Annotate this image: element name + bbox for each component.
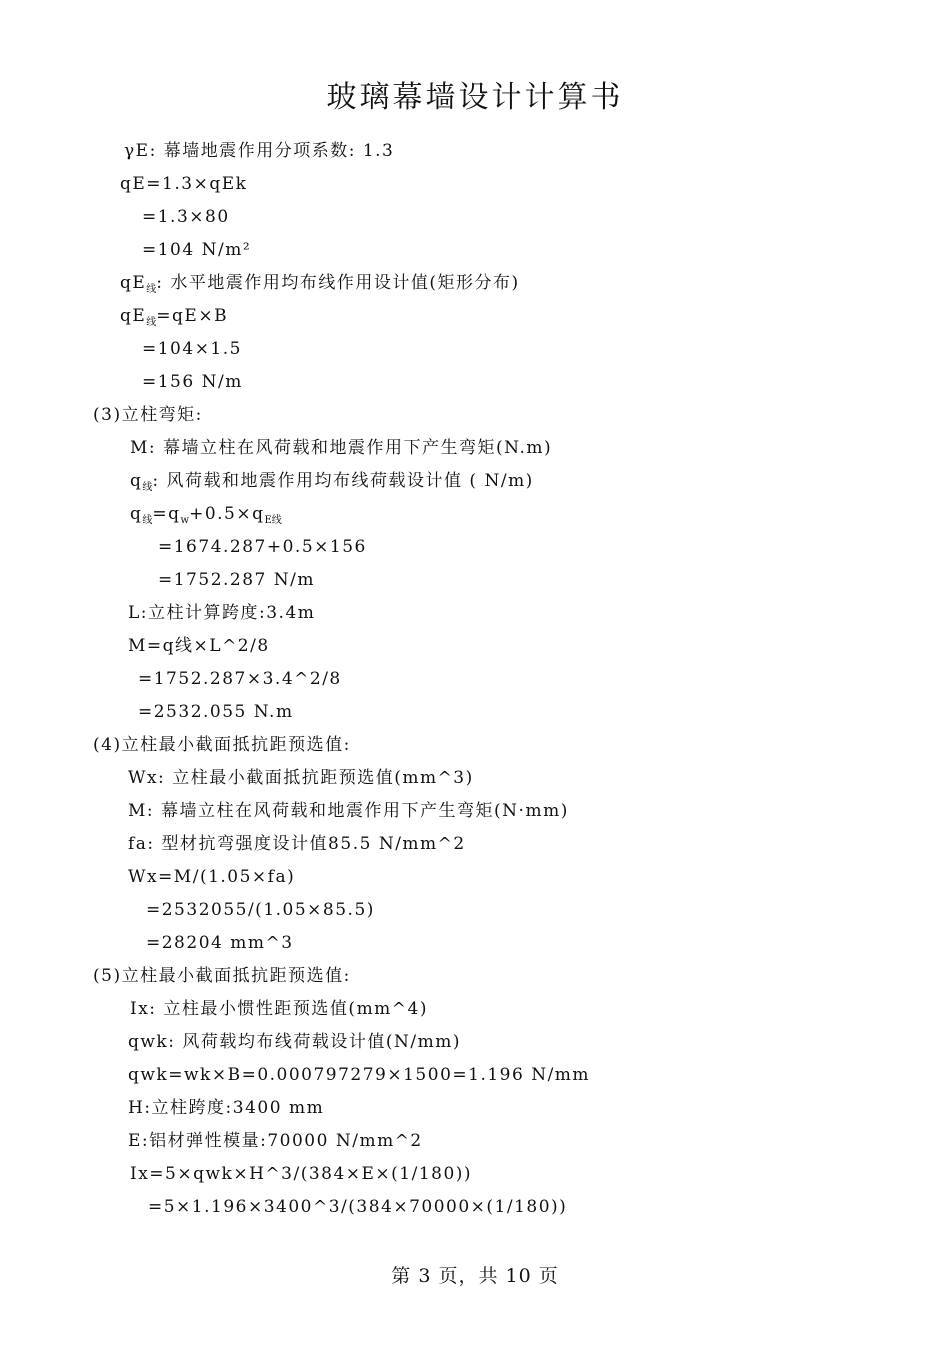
formula: =qE×B bbox=[156, 306, 229, 326]
text-line bbox=[120, 305, 228, 334]
text-line: =2532055/(1.05×85.5) bbox=[146, 900, 375, 920]
section-heading: (4)立柱最小截面抵抗距预选值: bbox=[93, 735, 351, 755]
subscript: E线 bbox=[264, 515, 282, 526]
symbol: q bbox=[130, 504, 143, 524]
symbol: q bbox=[130, 471, 143, 491]
text-line: qE=1.3×qEk bbox=[120, 174, 248, 194]
text-line: Ix: 立柱最小惯性距预选值(mm^4) bbox=[130, 999, 428, 1019]
text-line: Wx=M/(1.05×fa) bbox=[128, 867, 296, 887]
text-line: γE: 幕墙地震作用分项系数: 1.3 bbox=[124, 141, 395, 161]
text-line: =5×1.196×3400^3/(384×70000×(1/180)) bbox=[148, 1197, 568, 1217]
text-line bbox=[130, 470, 534, 499]
subscript: 线 bbox=[146, 317, 157, 328]
symbol: qE bbox=[120, 306, 147, 326]
text-line: L:立柱计算跨度:3.4m bbox=[128, 603, 316, 623]
text-line: =104 N/m² bbox=[142, 240, 252, 260]
text-line: qwk=wk×B=0.000797279×1500=1.196 N/mm bbox=[128, 1065, 591, 1085]
section-heading: (3)立柱弯矩: bbox=[93, 405, 203, 425]
description: : 水平地震作用均布线作用设计值(矩形分布) bbox=[156, 273, 520, 293]
symbol: qE bbox=[120, 273, 147, 293]
text-line: =156 N/m bbox=[142, 372, 243, 392]
text-line: H:立柱跨度:3400 mm bbox=[128, 1098, 325, 1118]
text-line: M: 幕墙立柱在风荷载和地震作用下产生弯矩(N.m) bbox=[130, 438, 553, 458]
formula: +0.5×q bbox=[189, 504, 265, 524]
subscript: w bbox=[180, 515, 190, 526]
text-line: =1752.287 N/m bbox=[158, 570, 315, 590]
text-line: =1752.287×3.4^2/8 bbox=[138, 669, 342, 689]
text-line: qwk: 风荷载均布线荷载设计值(N/mm) bbox=[128, 1032, 461, 1052]
text-line: =28204 mm^3 bbox=[146, 933, 294, 953]
subscript: 线 bbox=[146, 284, 157, 295]
document-title: 玻璃幕墙设计计算书 bbox=[326, 80, 624, 115]
text-line bbox=[130, 503, 282, 532]
subscript: 线 bbox=[142, 515, 153, 526]
formula: =q bbox=[152, 504, 181, 524]
text-line: Wx: 立柱最小截面抵抗距预选值(mm^3) bbox=[128, 768, 474, 788]
text-line: M: 幕墙立柱在风荷载和地震作用下产生弯矩(N·mm) bbox=[128, 801, 569, 821]
text-line: M=q线×L^2/8 bbox=[128, 636, 270, 656]
page-footer: 第 3 页，共 10 页 bbox=[391, 1265, 559, 1287]
subscript: 线 bbox=[142, 482, 153, 493]
text-line bbox=[120, 272, 520, 301]
text-line: Ix=5×qwk×H^3/(384×E×(1/180)) bbox=[130, 1164, 473, 1184]
text-line: =2532.055 N.m bbox=[138, 702, 294, 722]
section-heading: (5)立柱最小截面抵抗距预选值: bbox=[93, 966, 351, 986]
text-line: =1674.287+0.5×156 bbox=[158, 537, 367, 557]
text-line: E:铝材弹性模量:70000 N/mm^2 bbox=[128, 1131, 423, 1151]
description: : 风荷载和地震作用均布线荷载设计值 ( N/m) bbox=[152, 471, 534, 491]
text-line: =104×1.5 bbox=[142, 339, 242, 359]
text-line: fa: 型材抗弯强度设计值85.5 N/mm^2 bbox=[128, 834, 466, 854]
text-line: =1.3×80 bbox=[142, 207, 230, 227]
